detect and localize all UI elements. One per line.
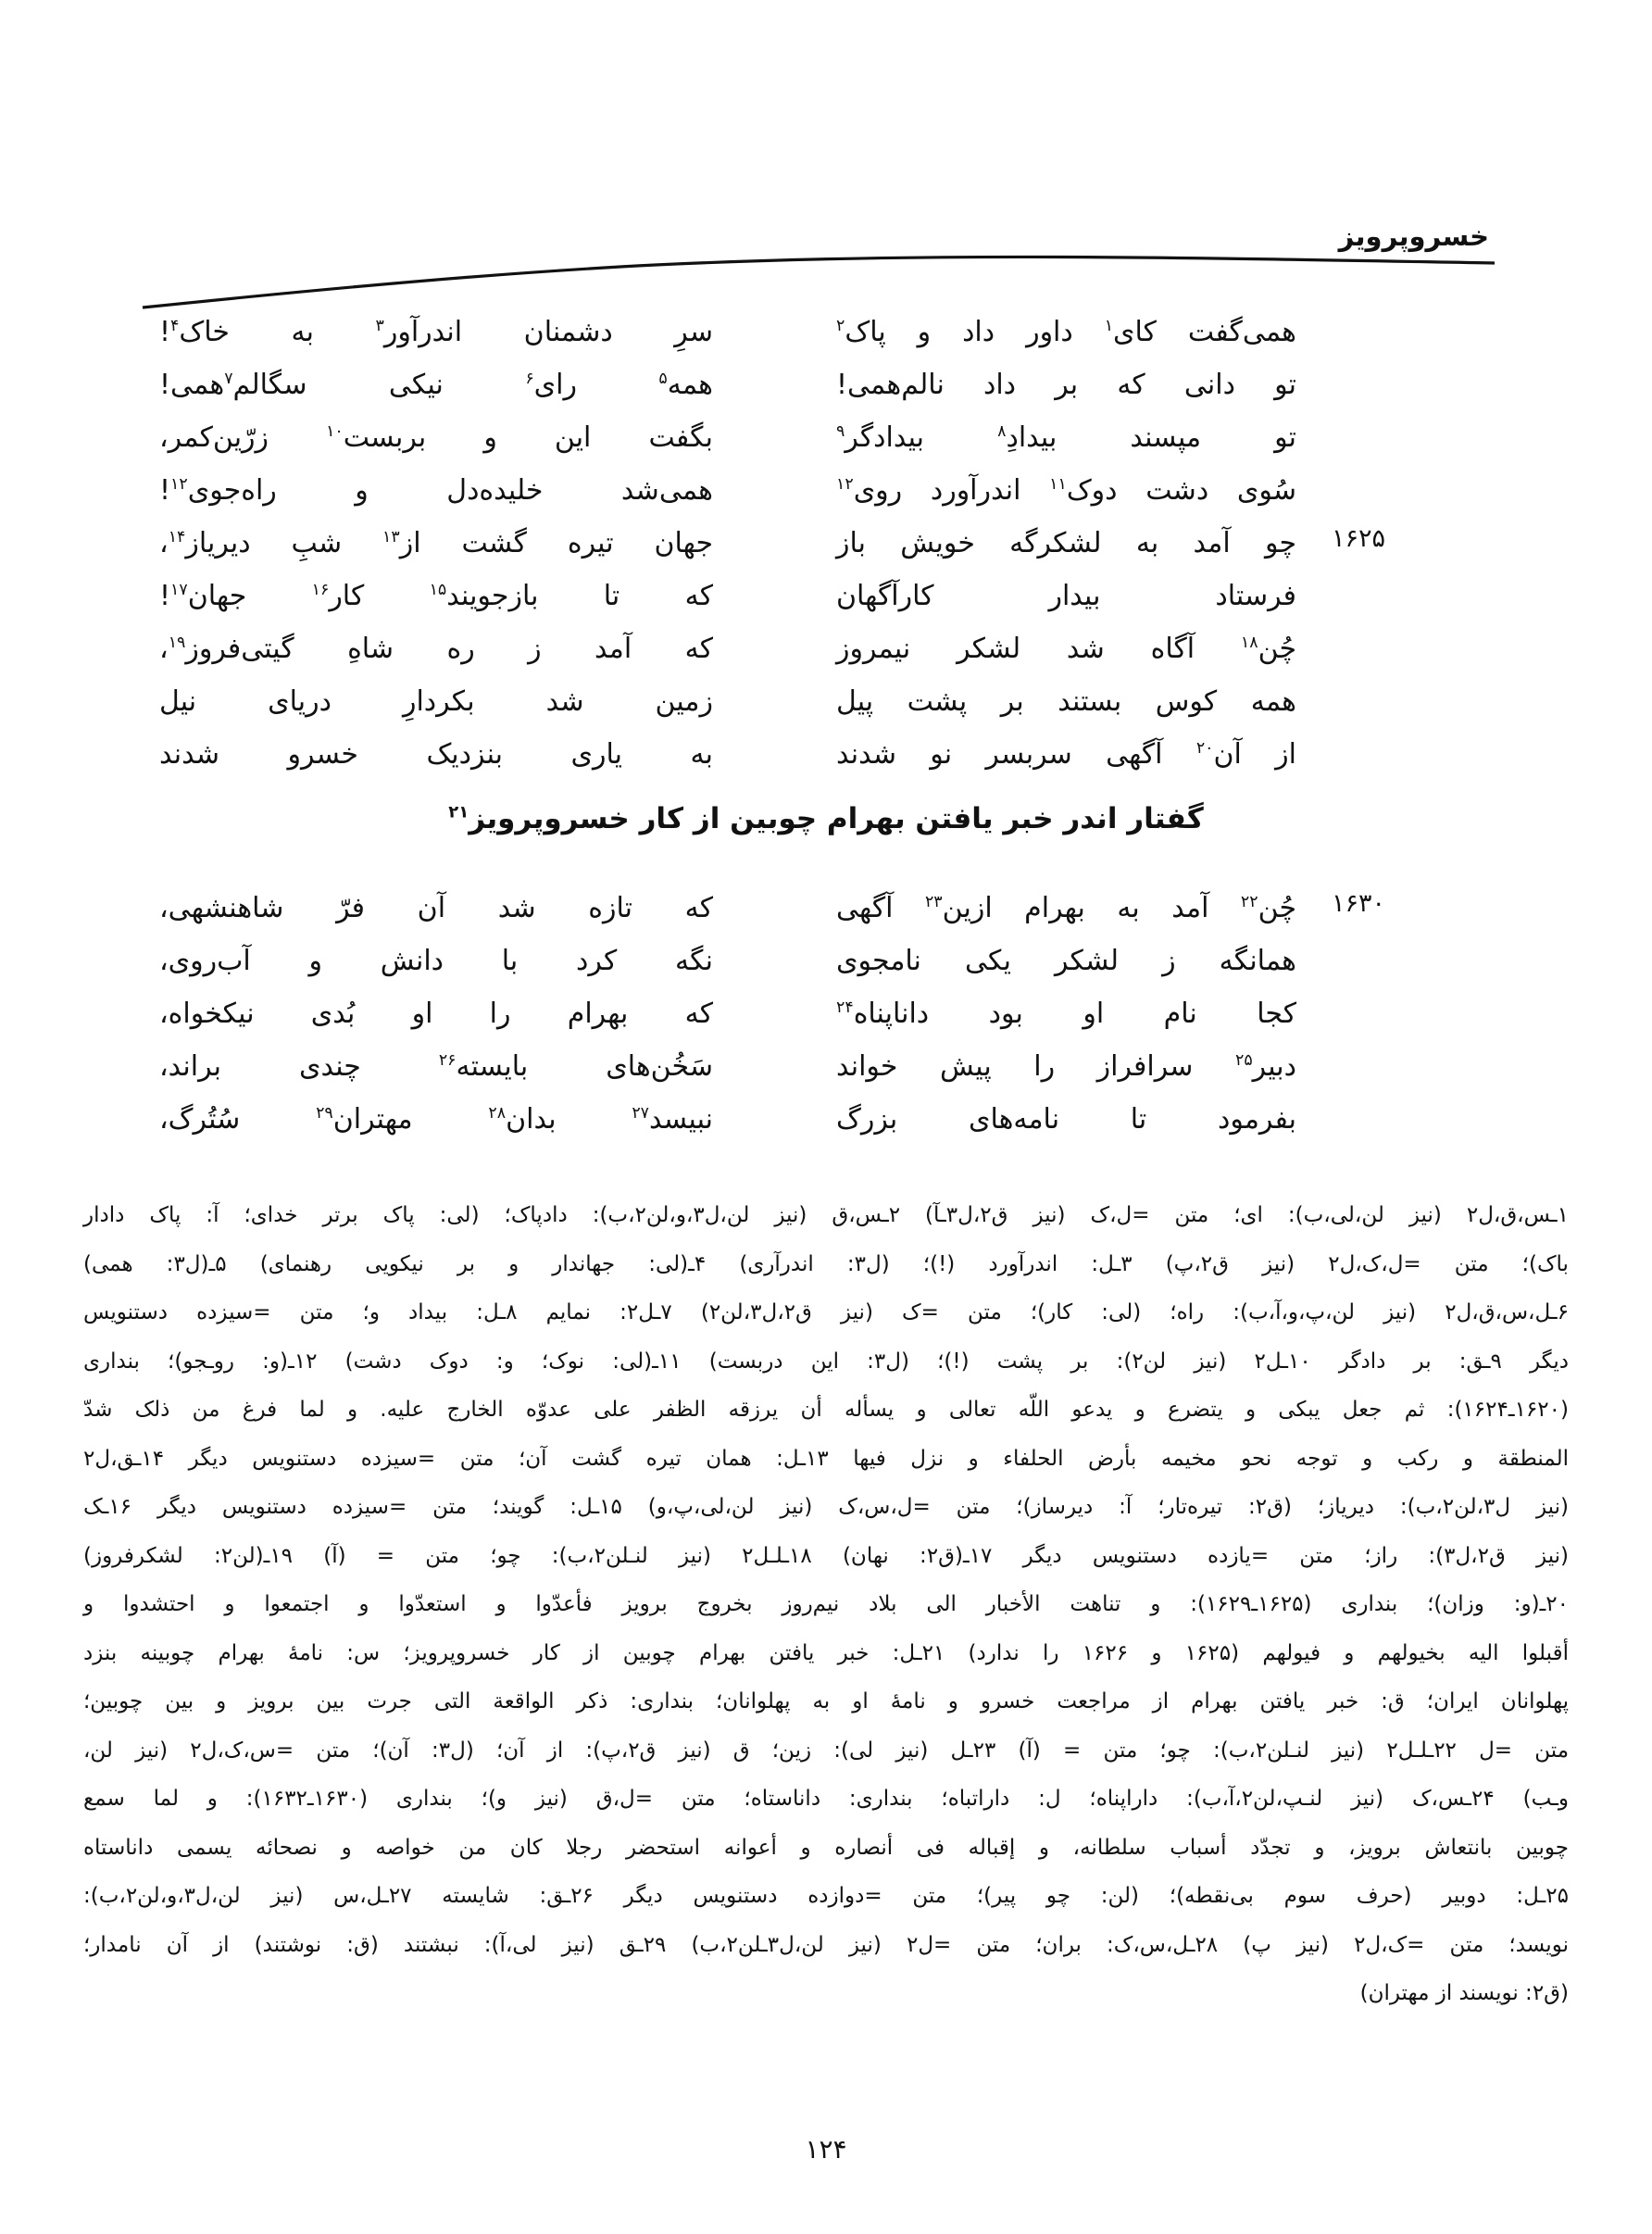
footnote-line: (نیز ق۲،ل۳): راز؛ متن =یازده دستنویس دیگر ۱۷ـ(ق۲: نهان) ۱۸ـلـل۲ (نیز لنـلن۲،ب): چو؛ متن = (آ) ۱۹ـ(لن۲: لشکرفروز) (83, 1543, 1570, 1568)
footnote-line: ۱ـس،ق،ل۲ (نیز لن،لی،ب): ای؛ متن =ل،ک (نیز ق۲،ل۳ـآ) ۲ـس،ق (نیز لن،ل۳،و،لن۲،ب): دادپاک؛ (لی: پاک برتر خدای؛ آ: پاک دادار (83, 1203, 1570, 1227)
couplet (0, 935, 1652, 987)
hemistich-right: تو دانی که بر داد نالم‌همی! (836, 369, 1296, 401)
hemistich-left: جهان تیره گشت از$^{۱۳}$ شبِ دیریاز$^{۱۴}$، (159, 527, 713, 559)
hemistich-right: چُن$^{۲۲}$ آمد به بهرام ازین$^{۲۳}$ آگهی (836, 892, 1296, 924)
hemistich-right: کجا نام او بود داناپناه$^{۲۴}$ (836, 998, 1296, 1030)
couplet (0, 1093, 1652, 1146)
couplet (0, 464, 1652, 517)
hemistich-right: همی‌گفت کای$^۱$ داور داد و پاک$^۲$ (836, 316, 1296, 348)
couplet (0, 306, 1652, 358)
couplet (0, 675, 1652, 728)
footnote-line: وـب) ۲۴ـس،ک (نیز لنـپ،لن۲،آ،ب): داراپناه؛ ل: داراتباه؛ بنداری: داناستاه؛ متن =ل،ق (نیز و)؛ بنداری (۱۶۳۰ـ۱۶۳۲): و لما سمع (83, 1787, 1569, 1811)
hemistich-left: سَخُن‌های بایسته$^{۲۶}$ چندی براند، (159, 1050, 713, 1083)
hemistich-right: چو آمد به لشکرگه خویش باز (836, 527, 1296, 559)
hemistich-right: دبیر$^{۲۵}$ سرافراز را پیش خواند (836, 1050, 1296, 1083)
header-rule (137, 248, 1498, 313)
running-head: خسروپرویز (1338, 220, 1489, 252)
footnote-line: ۲۰ـ(و: وزان)؛ بنداری (۱۶۲۵ـ۱۶۲۹): و تناهت الأخبار الی بلاد نیم‌روز بخروج برویز فأعدّوا و استعدّوا و اجتمعوا و احتشدوا و (83, 1592, 1570, 1616)
couplet (0, 622, 1652, 675)
hemistich-right: همانگه ز لشکر یکی نامجوی (836, 945, 1296, 977)
couplet (0, 570, 1652, 622)
hemistich-left: سرِ دشمنان اندرآور$^۳$ به خاک$^۴$! (159, 316, 713, 348)
couplet (0, 358, 1652, 411)
hemistich-left: زمین شد بکردارِ دریای نیل (159, 685, 713, 718)
section-heading: گفتار اندر خبر یافتن بهرام چوبین از کار خسروپرویز$^{۲۱}$ (448, 802, 1204, 835)
footnote-line: أقبلوا الیه بخیولهم و فیولهم (۱۶۲۵ و ۱۶۲۶ را ندارد) ۲۱ـل: خبر یافتن بهرام چوبین از کار خسروپرویز؛ س: نامهٔ بهرام چوبینه بنزد (83, 1640, 1569, 1665)
footnote-line: (نیز ل۳،لن۲،ب): دیریاز؛ (ق۲: تیره‌تار؛ آ: دیرساز)؛ متن =ل،س،ک (نیز لن،لی،پ،و) ۱۵ـل: گویند؛ متن =سیزده دستنویس دیگر ۱۶ـک (83, 1495, 1569, 1519)
footnote-line: (۱۶۲۰ـ۱۶۲۴): ثم جعل یبکی و یتضرع و یدعو اللّه تعالی و یسأله أن یرزقه الظفر علی عدوّه الخارج علیه. و لما فرغ من ذلک شدّ (83, 1398, 1569, 1422)
hemistich-left: نگه کرد با دانش و آب‌روی، (159, 945, 713, 977)
couplet (0, 728, 1652, 781)
couplet (0, 1040, 1652, 1093)
footnote-line: دیگر ۹ـق: بر دادگر ۱۰ـل۲ (نیز لن۲): بر پشت (!)؛ (ل۳: این دربست) ۱۱ـ(لی: نوک؛ و: دوک دشت) ۱۲ـ(و: روـجو)؛ بنداری (83, 1349, 1569, 1374)
couplet (0, 882, 1652, 935)
couplet (0, 411, 1652, 464)
hemistich-left: نبیسد$^{۲۷}$ بدان$^{۲۸}$ مهتران$^{۲۹}$ سُتُرگ، (159, 1103, 713, 1136)
hemistich-right: تو مپسند بیدادِ$^۸$ بیدادگر$^۹$ (836, 421, 1296, 454)
hemistich-right: از آن$^{۲۰}$ آگهی سربسر نو شدند (836, 738, 1296, 771)
footnote-line: ۶ـل،س،ق،ل۲ (نیز لن،پ،و،آ،ب): راه؛ (لی: کار)؛ متن =ک (نیز ق۲،ل۳،لن۲) ۷ـل۲: نمایم ۸ـل: بیداد و؛ متن =سیزده دستنویس (83, 1300, 1569, 1324)
footnote-line: باک)؛ متن =ل،ک،ل۲ (نیز ق۲،پ) ۳ـل: اندرآورد (!)؛ (ل۳: اندرآری) ۴ـ(لی: جهاندار و بر نیکویی رهنمای) ۵ـ(ل۳: همی) (83, 1251, 1569, 1276)
hemistich-left: بگفت این و بربست$^{۱۰}$ زرّین‌کمر، (159, 421, 714, 454)
couplet (0, 987, 1652, 1040)
hemistich-left: همه$^۵$ رای$^۶$ نیکی سگالم$^۷$همی! (159, 369, 713, 401)
verse-number: ۱۶۳۰ (1331, 889, 1385, 918)
footnote-line: چوبین بانتعاش برویز، و تجدّد أسباب سلطانه، و إقباله فی أنصاره و أعوانه استحضر رجلا کان من خواصه و نصحائه یسمی داناستاه (83, 1835, 1569, 1860)
footnote-line: المنطقة و رکب و توجه نحو مخیمه بأرض الحلفاء و نزل فیها ۱۳ـل: همان تیره گشت آن؛ متن =سیزده دستنویس دیگر ۱۴ـق،ل۲ (83, 1446, 1569, 1471)
hemistich-left: که بهرام را او بُدی نیکخواه، (159, 998, 713, 1030)
footnote-line: ۲۵ـل: دوبیر (حرف سوم بی‌نقطه)؛ (لن: چو پیر)؛ متن =دوازده دستنویس دیگر ۲۶ـق: شایسته ۲۷ـل،س (نیز لن،ل۳،و،لن۲،ب): (83, 1884, 1569, 1908)
verse-number: ۱۶۲۵ (1331, 524, 1385, 553)
footnote-line: نویسد؛ متن =ک،ل۲ (نیز پ) ۲۸ـل،س،ک: بران؛ متن =ل۲ (نیز لن،ل۳ـلن۲،ب) ۲۹ـق (نیز لی،آ): نبشتند (ق: نوشتند) از آن نامدار؛ (83, 1932, 1569, 1957)
hemistich-left: که آمد ز ره شاهِ گیتی‌فروز$^{۱۹}$، (159, 633, 713, 665)
hemistich-right: چُن$^{۱۸}$ آگاه شد لشکر نیمروز (836, 633, 1296, 665)
hemistich-right: همه کوس بستند بر پشت پیل (836, 685, 1296, 718)
hemistich-right: فرستاد بیدار کارآگهان (836, 580, 1296, 612)
critical-apparatus (83, 1191, 1569, 2018)
hemistich-right: سُوی دشت دوک$^{۱۱}$ اندرآورد روی$^{۱۲}$ (836, 474, 1296, 507)
hemistich-left: همی‌شد خلیده‌دل و راه‌جوی$^{۱۲}$! (159, 474, 713, 507)
hemistich-left: که تازه شد آن فرّ شاهنشهی، (159, 892, 713, 924)
couplet (0, 517, 1652, 570)
hemistich-left: به یاری بنزدیک خسرو شدند (159, 738, 713, 771)
poem-block-2 (0, 882, 1652, 1146)
poem-block-1 (0, 306, 1652, 781)
footnote-line: (ق۲: نویسند از مهتران) (1359, 1981, 1569, 2005)
hemistich-right: بفرمود تا نامه‌های بزرگ (836, 1103, 1296, 1136)
page-number: ۱۲۴ (805, 2134, 847, 2165)
hemistich-left: که تا بازجویند$^{۱۵}$ کار$^{۱۶}$ جهان$^{۱۷}$! (159, 580, 713, 612)
footnote-line: متن =ل ۲۲ـلـل۲ (نیز لنـلن۲،ب): چو؛ متن = (آ) ۲۳ـل (نیز لی): زین؛ ق (نیز ق۲،پ): از آن؛ (ل۳: آن)؛ متن =س،ک،ل۲ (نیز لن، (83, 1738, 1570, 1763)
footnote-line: پهلوانان ایران؛ ق: خبر یافتن بهرام از مراجعت خسرو و نامهٔ او به پهلوانان؛ بنداری: ذکر الواقعة التی جرت بین برویز و بین چوبین؛ (83, 1689, 1569, 1713)
